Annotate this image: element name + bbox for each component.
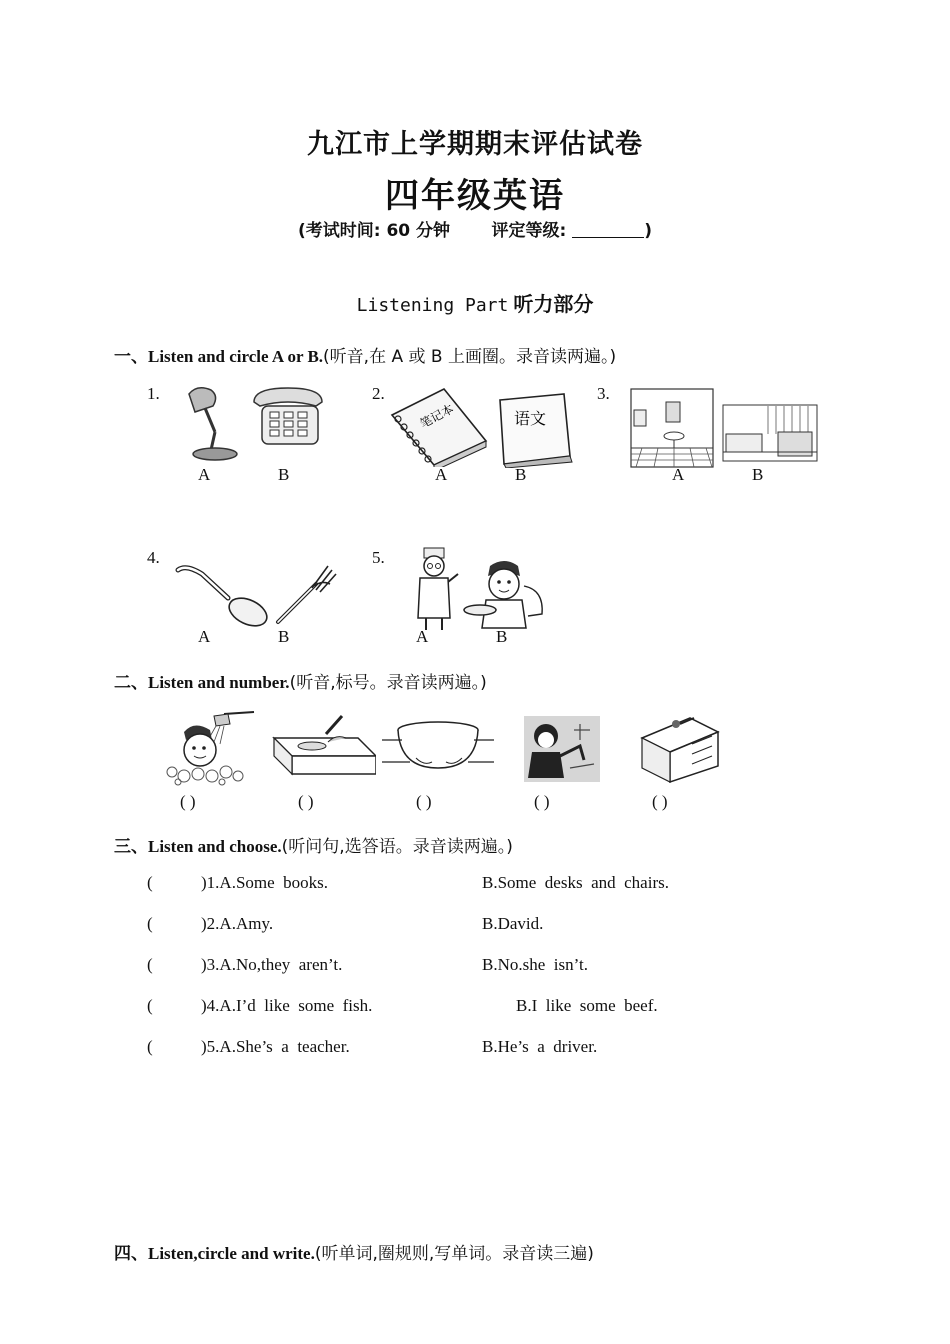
question5-paren[interactable]: ( [147, 1037, 153, 1056]
question1-option-b: B.Some desks and chairs. [482, 873, 669, 892]
section4-title: 四、Listen,circle and write. [114, 1244, 315, 1263]
question3-option-a: )3.A.No,they aren’t. [201, 955, 343, 974]
item1-label-b[interactable]: B [278, 465, 290, 484]
notebook-cover-text: 笔记本 [417, 401, 457, 431]
telephone-icon [248, 384, 328, 448]
question3-option-b: B.No.she isn’t. [482, 955, 588, 974]
section1-heading [114, 342, 616, 367]
number-blank-2[interactable]: ( ) [298, 792, 314, 811]
question1-paren[interactable]: ( [147, 873, 153, 892]
exam-info-close: ) [644, 221, 652, 241]
section4-heading [114, 1239, 594, 1264]
girl-cleaning-icon [524, 716, 600, 782]
listening-part-title [0, 288, 950, 317]
item5-number: 5. [372, 548, 385, 567]
item3-label-b[interactable]: B [752, 465, 764, 484]
section1-title: 一、Listen and circle A or B. [114, 347, 324, 366]
section2-instruction: (听音,标号。录音读两遍。) [289, 673, 487, 693]
question5-option-b: B.He’s a driver. [482, 1037, 598, 1056]
item1-label-a[interactable]: A [198, 465, 211, 484]
bowl-icon [380, 718, 496, 778]
question5-option-a: )5.A.She’s a teacher. [201, 1037, 350, 1056]
question2-option-a: )2.A.Amy. [201, 914, 274, 933]
item5-label-a[interactable]: A [416, 627, 429, 646]
item3-label-a[interactable]: A [672, 465, 685, 484]
section3-instruction: (听问句,选答语。录音读两遍。) [281, 837, 513, 857]
doctor-icon [410, 546, 462, 632]
section3-title: 三、Listen and choose. [114, 837, 282, 856]
grade-blank[interactable] [572, 221, 644, 238]
number-blank-1[interactable]: ( ) [180, 792, 196, 811]
number-blank-3[interactable]: ( ) [416, 792, 432, 811]
item1-number: 1. [147, 384, 160, 403]
shower-icon [164, 710, 260, 786]
section1-instruction: (听音,在 A 或 B 上画圈。录音读两遍。) [323, 347, 617, 367]
question2-option-b: B.David. [482, 914, 544, 933]
listening-part-cn: 听力部分 [513, 292, 594, 316]
desk-lamp-icon [175, 382, 243, 462]
chinese-book-icon [494, 390, 576, 468]
number-blank-4[interactable]: ( ) [534, 792, 550, 811]
question3-paren[interactable]: ( [147, 955, 153, 974]
exam-title: 九江市上学期期末评估试卷 [307, 129, 643, 160]
item4-label-a[interactable]: A [198, 627, 211, 646]
chinese-book-cover-text: 语文 [514, 409, 547, 428]
question4-option-b: B.I like some beef. [516, 996, 658, 1015]
cutting-board-icon [272, 712, 376, 778]
section4-instruction: (听单词,圈规则,写单词。录音读三遍) [314, 1244, 594, 1264]
bedroom-icon [722, 404, 818, 462]
listening-part-en: Listening Part [356, 295, 509, 316]
item5-label-b[interactable]: B [496, 627, 508, 646]
exam-subject: 四年级英语 [385, 176, 565, 216]
item2-label-b[interactable]: B [515, 465, 527, 484]
item2-number: 2. [372, 384, 385, 403]
notebook-icon [388, 385, 490, 467]
fork-icon [272, 560, 342, 628]
item4-number: 4. [147, 548, 160, 567]
section2-title: 二、Listen and number. [114, 673, 290, 692]
item2-label-a[interactable]: A [435, 465, 448, 484]
number-blank-5[interactable]: ( ) [652, 792, 668, 811]
boy-eating-icon [462, 556, 552, 632]
spoon-icon [172, 560, 272, 628]
question1-option-a: )1.A.Some books. [201, 873, 329, 892]
bathroom-icon [630, 388, 716, 470]
item4-label-b[interactable]: B [278, 627, 290, 646]
section3-heading [114, 832, 513, 857]
question4-paren[interactable]: ( [147, 996, 153, 1015]
exam-info [0, 216, 950, 241]
desk-icon [640, 712, 720, 784]
section2-heading [114, 668, 487, 693]
item3-number: 3. [597, 384, 610, 403]
question2-paren[interactable]: ( [147, 914, 153, 933]
grade-label: 评定等级: [491, 221, 567, 241]
question4-option-a: )4.A.I’d like some fish. [201, 996, 373, 1015]
exam-time: (考试时间: 60 分钟 [297, 221, 451, 241]
